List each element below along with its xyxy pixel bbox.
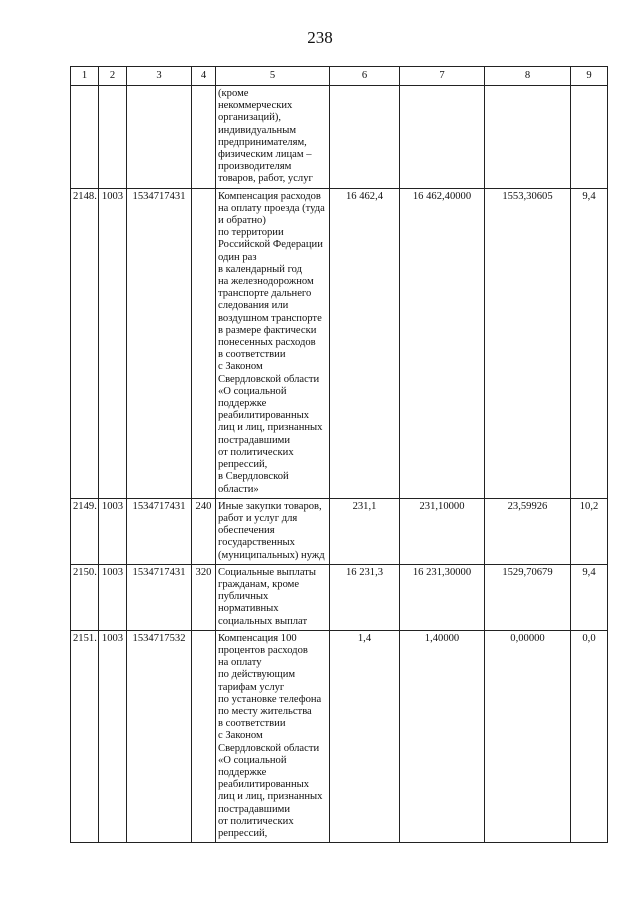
column-header: 6 (330, 67, 400, 86)
planned-amount-cell: 16 231,3 (330, 564, 400, 630)
description-line: Социальные выплаты (218, 566, 317, 578)
description-line: тарифам услуг (218, 681, 285, 693)
description-line: воздушном транспорте (218, 312, 322, 324)
expense-type-cell: 320 (192, 564, 216, 630)
percent-cell: 9,4 (571, 188, 608, 498)
description-line: реабилитированных (218, 779, 310, 791)
description-line: по действующим (218, 669, 296, 681)
description-line: Свердловской области (218, 742, 320, 754)
table-row (71, 630, 608, 842)
description-line: с Законом (218, 361, 263, 373)
percent-cell: 0,0 (571, 630, 608, 842)
description-line: поддержке (218, 398, 267, 410)
description-line: и обратно) (218, 215, 266, 227)
description-cell (216, 86, 330, 189)
description-line: Иные закупки товаров, (218, 500, 322, 512)
description-cell (216, 498, 330, 564)
description-line: Компенсация расходов (218, 190, 321, 202)
section-code-cell (99, 86, 127, 189)
description-line: репрессий, (218, 827, 268, 839)
description-line: работ и услуг для (218, 512, 298, 524)
row-number-cell: 2150. (71, 564, 99, 630)
description-line: на железнодорожном (218, 276, 314, 288)
expense-type-cell (192, 188, 216, 498)
description-line: пострадавшими (218, 434, 290, 446)
page-number: 238 (307, 28, 333, 47)
description-line: Российской Федерации (218, 239, 323, 251)
table-row (71, 498, 608, 564)
section-code-cell: 1003 (99, 564, 127, 630)
row-number-cell: 2148. (71, 188, 99, 498)
description-line: в соответствии (218, 349, 286, 361)
section-code-cell: 1003 (99, 630, 127, 842)
description-line: «О социальной (218, 385, 287, 397)
description-line: в Свердловской (218, 471, 289, 483)
description-line: товаров, работ, услуг (218, 173, 313, 185)
description-cell (216, 630, 330, 842)
description-line: Свердловской области (218, 373, 320, 385)
executed-amount-cell: 0,00000 (485, 630, 571, 842)
description-line: по установке телефона (218, 693, 322, 705)
description-line: репрессий, (218, 459, 268, 471)
column-header: 3 (127, 67, 192, 86)
section-code-cell: 1003 (99, 188, 127, 498)
description-line: производителям (218, 161, 292, 173)
description-line: по месту жительства (218, 705, 312, 717)
percent-cell: 10,2 (571, 498, 608, 564)
description-line: нормативных (218, 603, 279, 615)
executed-amount-cell (485, 86, 571, 189)
approved-amount-cell: 231,10000 (400, 498, 485, 564)
description-line: на оплату проезда (туда (218, 202, 325, 214)
header-row (71, 67, 608, 86)
description-line: индивидуальным (218, 124, 297, 136)
description-line: публичных (218, 591, 269, 603)
column-header: 2 (99, 67, 127, 86)
approved-amount-cell: 1,40000 (400, 630, 485, 842)
target-code-cell: 1534717431 (127, 188, 192, 498)
description-line: области» (218, 483, 259, 495)
target-code-cell: 1534717431 (127, 564, 192, 630)
planned-amount-cell: 1,4 (330, 630, 400, 842)
expense-type-cell (192, 630, 216, 842)
description-cell (216, 564, 330, 630)
description-line: в соответствии (218, 718, 286, 730)
description-line: физическим лицам – (218, 149, 312, 161)
description-line: от политических (218, 815, 294, 827)
budget-table (70, 66, 608, 843)
description-line: организаций), (218, 112, 282, 124)
executed-amount-cell: 23,59926 (485, 498, 571, 564)
percent-cell (571, 86, 608, 189)
approved-amount-cell: 16 462,40000 (400, 188, 485, 498)
description-line: гражданам, кроме (218, 578, 300, 590)
description-line: в календарный год (218, 263, 303, 275)
description-line: реабилитированных (218, 410, 310, 422)
column-header: 4 (192, 67, 216, 86)
column-header: 8 (485, 67, 571, 86)
approved-amount-cell: 16 231,30000 (400, 564, 485, 630)
description-line: на оплату (218, 657, 262, 669)
description-line: по территории (218, 227, 284, 239)
description-cell (216, 188, 330, 498)
description-line: социальных выплат (218, 615, 308, 627)
planned-amount-cell: 231,1 (330, 498, 400, 564)
executed-amount-cell: 1553,30605 (485, 188, 571, 498)
description-line: «О социальной (218, 754, 287, 766)
column-header: 5 (216, 67, 330, 86)
description-line: (кроме (218, 88, 249, 99)
expense-type-cell (192, 86, 216, 189)
column-header: 9 (571, 67, 608, 86)
target-code-cell (127, 86, 192, 189)
table-row (71, 86, 608, 189)
description-line: (муниципальных) нужд (218, 549, 325, 561)
description-line: предпринимателям, (218, 136, 307, 148)
description-line: один раз (218, 251, 257, 263)
expense-type-cell: 240 (192, 498, 216, 564)
description-line: от политических (218, 446, 294, 458)
description-line: обеспечения (218, 525, 275, 537)
target-code-cell: 1534717431 (127, 498, 192, 564)
description-line: в размере фактически (218, 324, 317, 336)
executed-amount-cell: 1529,70679 (485, 564, 571, 630)
table-row (71, 188, 608, 498)
description-line: следования или (218, 300, 289, 312)
percent-cell: 9,4 (571, 564, 608, 630)
description-line: транспорте дальнего (218, 288, 312, 300)
planned-amount-cell: 16 462,4 (330, 188, 400, 498)
section-code-cell: 1003 (99, 498, 127, 564)
description-line: некоммерческих (218, 100, 293, 112)
column-header: 7 (400, 67, 485, 86)
description-line: с Законом (218, 730, 263, 742)
row-number-cell (71, 86, 99, 189)
description-line: Компенсация 100 (218, 632, 297, 644)
description-line: поддержке (218, 766, 267, 778)
planned-amount-cell (330, 86, 400, 189)
description-line: государственных (218, 537, 295, 549)
description-line: лиц и лиц, признанных (218, 422, 323, 434)
table-row (71, 564, 608, 630)
description-line: понесенных расходов (218, 337, 316, 349)
description-line: пострадавшими (218, 803, 290, 815)
description-line: процентов расходов (218, 644, 308, 656)
approved-amount-cell (400, 86, 485, 189)
description-line: лиц и лиц, признанных (218, 791, 323, 803)
column-header: 1 (71, 67, 99, 86)
target-code-cell: 1534717532 (127, 630, 192, 842)
row-number-cell: 2151. (71, 630, 99, 842)
row-number-cell: 2149. (71, 498, 99, 564)
